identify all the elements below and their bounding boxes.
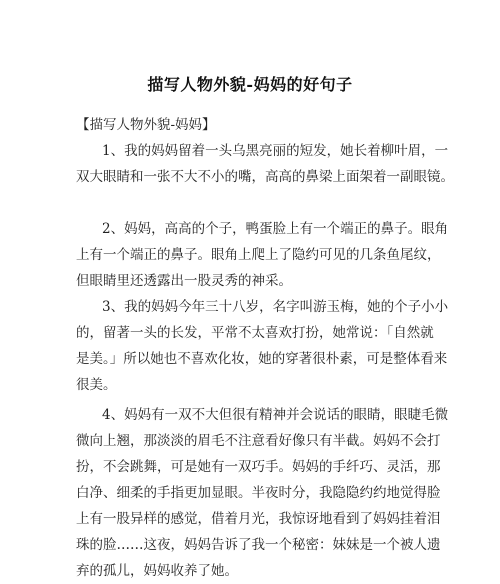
paragraph-line: 3、我的妈妈今年三十八岁，名字叫游玉梅，她的个子小小: [102, 299, 449, 315]
document-body: [76, 112, 454, 584]
paragraph-4: [76, 402, 449, 584]
paragraph-line: 弃的孤儿，妈妈收养了她。: [76, 563, 238, 579]
paragraph-line: 是美。」所以她也不喜欢化妆，她的穿著很朴素，可是整体看来: [76, 351, 448, 367]
paragraph-line: 双大眼睛和一张不大不小的嘴，高高的鼻梁上面架着一副眼镜。: [76, 169, 454, 185]
paragraph-line: 很美。: [76, 377, 117, 393]
paragraph-line: 但眼睛里还透露出一股灵秀的神采。: [76, 273, 292, 289]
paragraph-line: 上有一股异样的感觉，借着月光，我惊讶地看到了妈妈挂着泪: [76, 511, 441, 527]
paragraph-line: 上有一个端正的鼻子。眼角上爬上了隐约可见的几条鱼尾纹，: [76, 247, 441, 263]
paragraph-2: [76, 216, 449, 294]
paragraph-1: [76, 138, 454, 190]
paragraph-line: 1、我的妈妈留着一头乌黑亮丽的短发，她长着柳叶眉，一: [102, 143, 449, 159]
paragraph-line: 2、妈妈，高高的个子，鸭蛋脸上有一个端正的鼻子。眼角: [102, 221, 449, 237]
paragraph-line: 珠的脸……这夜，妈妈告诉了我一个秘密：妹妹是一个被人遗: [76, 537, 441, 553]
paragraph-line: 微向上翘，那淡淡的眉毛不注意看好像只有半截。妈妈不会打: [76, 433, 441, 449]
paragraph-line: 的，留著一头的长发，平常不太喜欢打扮，她常说：「自然就: [76, 325, 434, 341]
document-title: 描写人物外貌-妈妈的好句子: [147, 75, 353, 94]
paragraph-line: 扮，不会跳舞，可是她有一双巧手。妈妈的手纤巧、灵活，那: [76, 459, 441, 475]
paragraph-line: 白净、细柔的手指更加显眼。半夜时分，我隐隐约约地觉得脸: [76, 485, 441, 501]
section-heading: [76, 112, 428, 138]
paragraph-gap: [76, 190, 428, 216]
paragraph-line: 4、妈妈有一双不大但很有精神并会说话的眼睛，眼睫毛微: [102, 407, 449, 423]
section-heading-text: 【描写人物外貌-妈妈】: [76, 117, 216, 133]
paragraph-3: [76, 294, 449, 398]
